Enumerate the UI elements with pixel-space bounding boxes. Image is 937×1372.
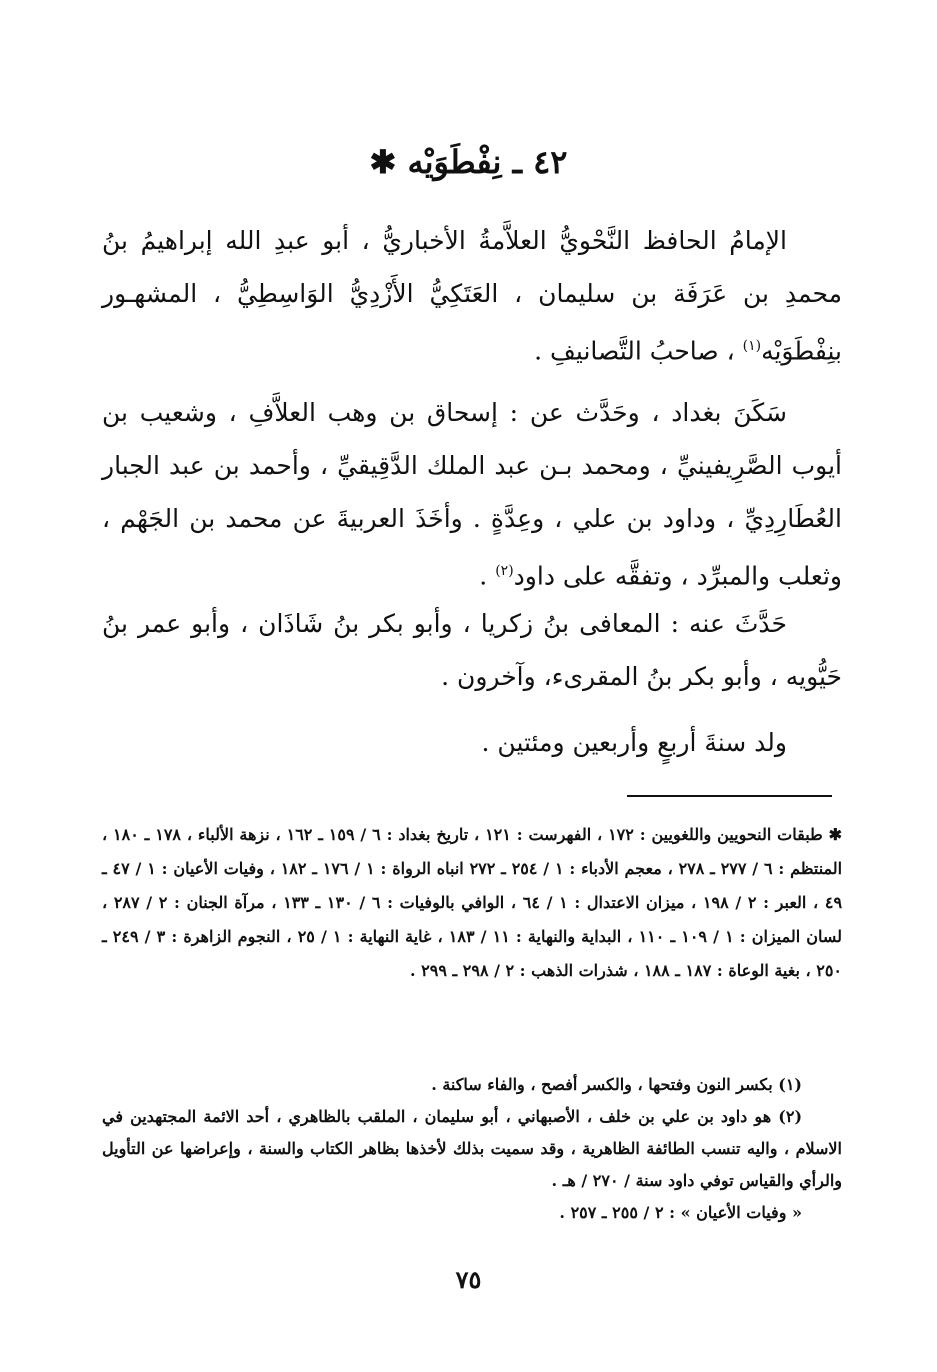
footnotes bbox=[102, 1069, 842, 1229]
footnote-separator bbox=[627, 795, 832, 797]
paragraph-teachers-text bbox=[102, 386, 842, 602]
footnote-2-reference: « وفيات الأعيان » : ٢ / ٢٥٥ ـ ٢٥٧ . bbox=[559, 1203, 802, 1222]
paragraph-students bbox=[102, 597, 842, 703]
paragraph-intro bbox=[102, 214, 842, 377]
entry-title: ٤٢ ـ نِفْطَوَيْه ✱ bbox=[369, 143, 568, 181]
footnote-2: (٢) هو داود بن علي بن خلف ، الأصبهاني ، أبو سليمان ، الملقب بالظاهري ، أحد الائمة المجتهدين في الاسلام ، واليه تنسب الطائفة الظاهرية ، وقد سميت بذلك لأخذها بظاهر الكتاب والسنة ، وإعراضها عن التأويل والرأي والقياس توفي داود سنة / ٢٧٠ / هـ . bbox=[102, 1107, 842, 1190]
sources-note bbox=[102, 818, 842, 988]
paragraph-birth bbox=[102, 716, 842, 769]
paragraph-intro-tail: ، صاحبُ التَّصانيفِ . bbox=[534, 336, 743, 366]
page-number: ٧٥ bbox=[455, 1265, 482, 1294]
sources-note-text: ✱ طبقات النحويين واللغويين : ١٧٢ ، الفهرست : ١٢١ ، تاريخ بغداد : ٦ / ١٥٩ ـ ١٦٢ ، نزهة الألباء ، ١٧٨ ـ ١٨٠ ، المنتظم : ٦ / ٢٧٧ ـ ٢٧٨ ، معجم الأدباء : ١ / ٢٥٤ ـ ٢٧٢ انباه الرواة : ١ / ١٧٦ ـ ١٨٢ ، وفيات الأعيان : ١ / ٤٧ ـ ٤٩ ، العبر : ٢ / ١٩٨ ، ميزان الاعتدال : ١ / ٦٤ ، الوافي بالوفيات : ٦ / ١٣٠ ـ ١٣٣ ، مرآة الجنان : ٢ / ٢٨٧ ، لسان الميزان : ١ / ١٠٩ ـ ١١٠ ، البداية والنهاية : ١١ / ١٨٣ ، غاية النهاية : ١ / ٢٥ ، النجوم الزاهرة : ٣ / ٢٤٩ ـ ٢٥٠ ، بغية الوعاة : ١٨٧ ـ ١٨٨ ، شذرات الذهب : ٢ / ٢٩٨ ـ ٢٩٩ . bbox=[102, 825, 843, 980]
paragraph-teachers-main: سَكَنَ بغداد ، وحَدَّث عن : إسحاق بن وهب العلاَّفِ ، وشعيب بن أيوب الصَّرِيفينيِّ ، ومحمد بـن عبد الملك الدَّقِيقيِّ ، وأحمد بن عبد الجبار العُطَارِدِيِّ ، وداود بن علي ، وعِدَّةٍ . وأخَذَ العربيةَ عن محمد بن الجَهْم ، وثعلب والمبرِّد ، وتفقَّه على داود bbox=[102, 398, 842, 591]
paragraph-birth-text: ولد سنةَ أربعٍ وأربعين ومئتين . bbox=[481, 728, 787, 757]
footnote-ref-1: (١) bbox=[742, 338, 762, 354]
paragraph-teachers-tail: . bbox=[479, 561, 496, 591]
footnote-ref-2: (٢) bbox=[495, 563, 514, 579]
paragraph-intro-text bbox=[102, 214, 842, 377]
paragraph-students-text: حَدَّثَ عنه : المعافى بنُ زكريا ، وأبو بكر بنُ شَاذَان ، وأبو عمر بنُ حَيُّويه ، وأبو بكر بنُ المقرىء، وآخرون . bbox=[102, 609, 842, 691]
footnote-1: (١) بكسر النون وفتحها ، والكسر أفصح ، والفاء ساكنة . bbox=[431, 1075, 802, 1094]
paragraph-intro-main: الإمامُ الحافظ النَّحْويُّ العلاَّمةُ الأخباريُّ ، أبو عبدِ الله إبراهيمُ بنُ محمدِ بن عَرَفَة بن سليمان ، العَتَكِيُّ الأَزْدِيُّ الوَاسِطِيُّ ، المشهـور بنِفْطَوَيْه bbox=[102, 226, 842, 366]
paragraph-teachers bbox=[102, 386, 842, 602]
